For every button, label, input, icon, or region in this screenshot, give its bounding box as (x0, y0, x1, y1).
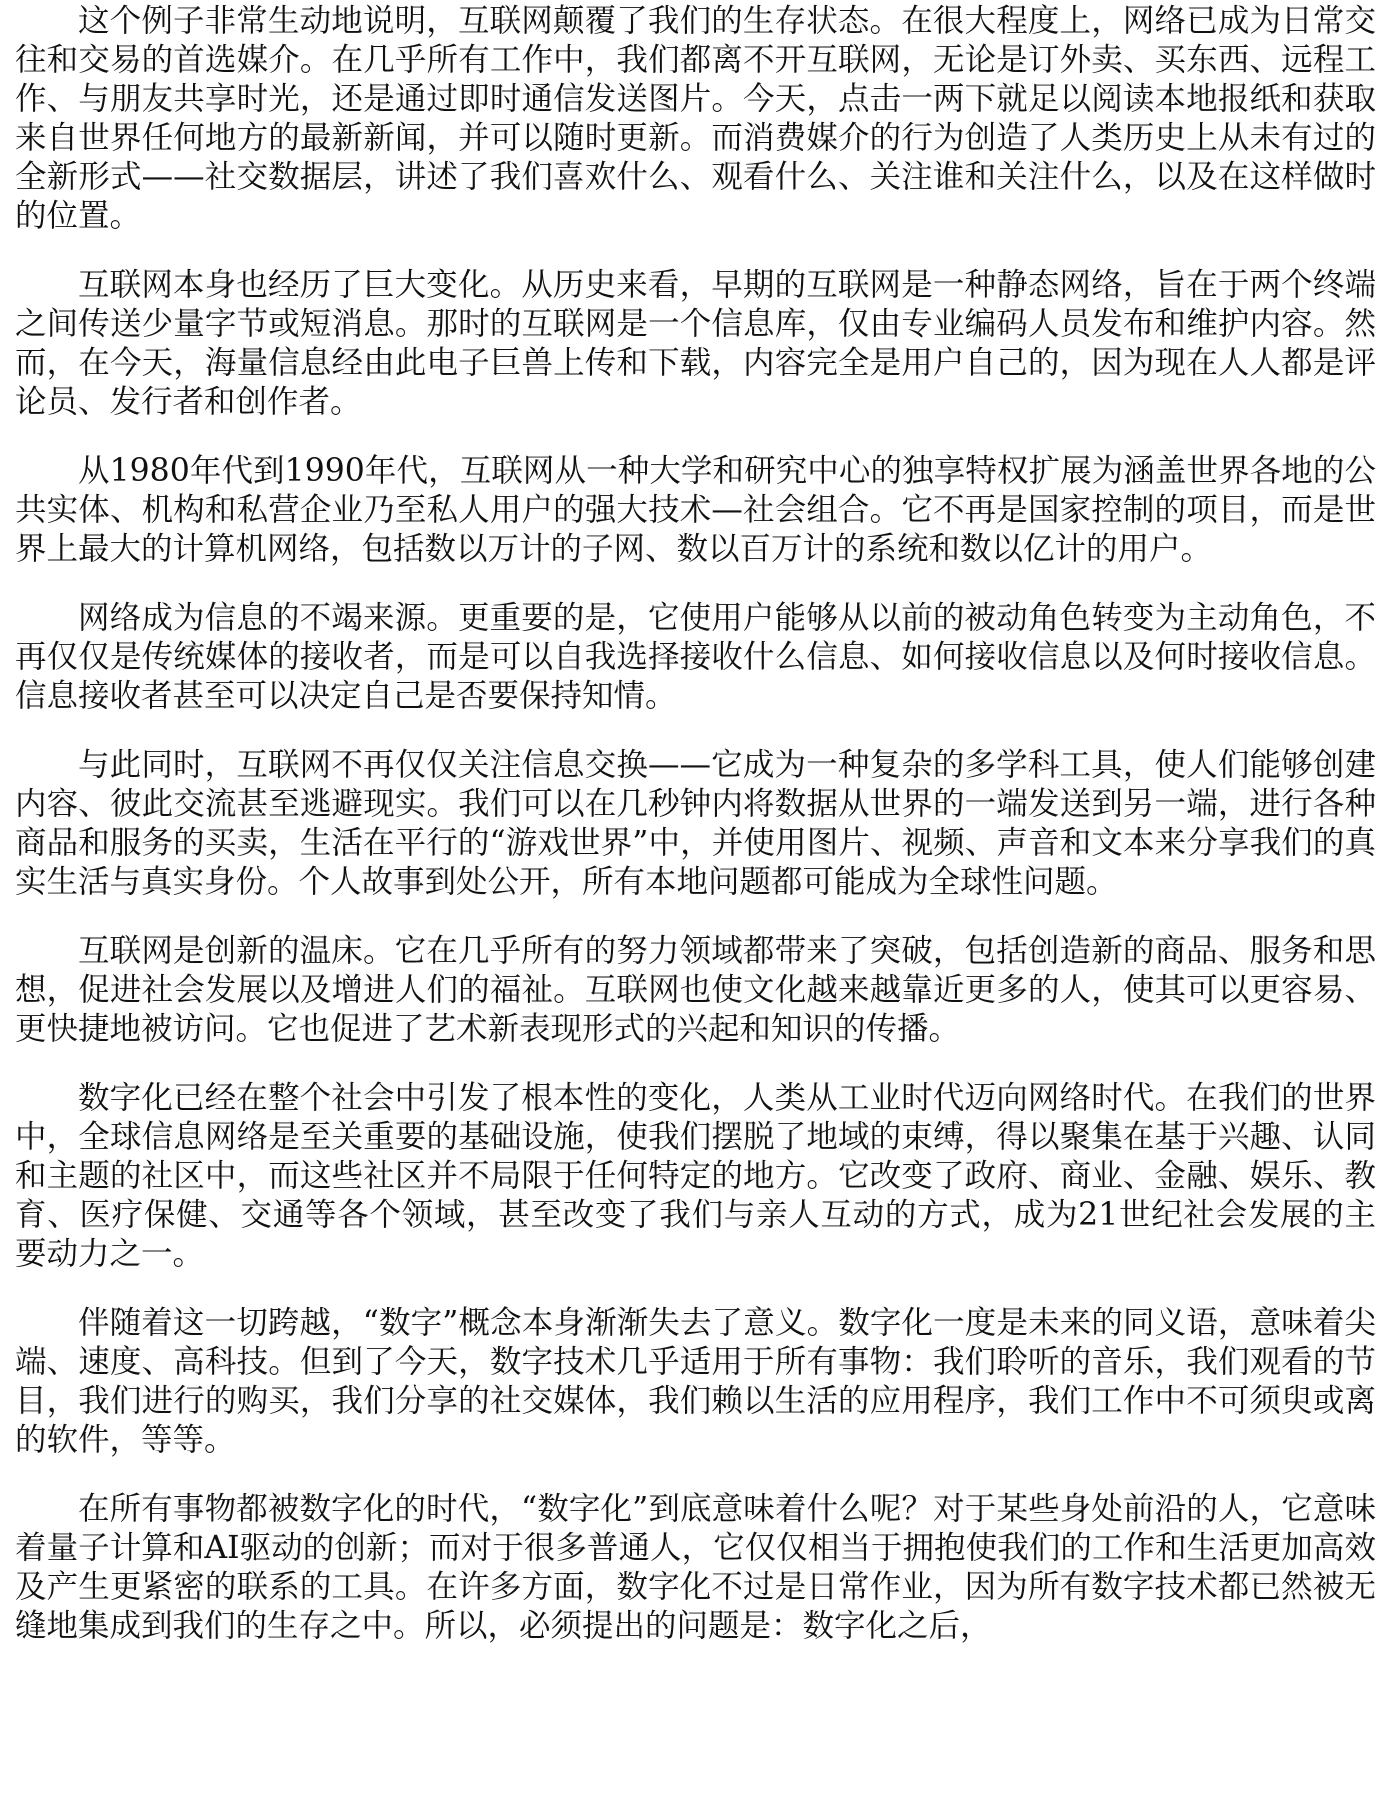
paragraph-9: 在所有事物都被数字化的时代，“数字化”到底意味着什么呢？对于某些身处前沿的人，它意味着量子计算和AI驱动的创新；而对于很多普通人，它仅仅相当于拥抱使我们的工作和生活更加高效及产生更紧密的联系的工具。在许多方面，数字化不过是日常作业，因为所有数字技术都已然被无缝地集成到我们的生存之中。所以，必须提出的问题是：数字化之后， (15, 1491, 1376, 1644)
paragraph-4: 网络成为信息的不竭来源。更重要的是，它使用户能够从以前的被动角色转变为主动角色，不再仅仅是传统媒体的接收者，而是可以自我选择接收什么信息、如何接收信息以及何时接收信息。信息接收者甚至可以决定自己是否要保持知情。 (15, 600, 1376, 714)
paragraph-8: 伴随着这一切跨越，“数字”概念本身渐渐失去了意义。数字化一度是未来的同义语，意味着尖端、速度、高科技。但到了今天，数字技术几乎适用于所有事物：我们聆听的音乐，我们观看的节目，我们进行的购买，我们分享的社交媒体，我们赖以生活的应用程序，我们工作中不可须臾或离的软件，等等。 (15, 1305, 1376, 1458)
paragraph-2: 互联网本身也经历了巨大变化。从历史来看，早期的互联网是一种静态网络，旨在于两个终端之间传送少量字节或短消息。那时的互联网是一个信息库，仅由专业编码人员发布和维护内容。然而，在今天，海量信息经由此电子巨兽上传和下载，内容完全是用户自己的，因为现在人人都是评论员、发行者和创作者。 (15, 267, 1376, 420)
paragraph-3: 从1980年代到1990年代，互联网从一种大学和研究中心的独享特权扩展为涵盖世界各地的公共实体、机构和私营企业乃至私人用户的强大技术—社会组合。它不再是国家控制的项目，而是世界上最大的计算机网络，包括数以万计的子网、数以百万计的系统和数以亿计的用户。 (15, 453, 1376, 567)
paragraph-1: 这个例子非常生动地说明，互联网颠覆了我们的生存状态。在很大程度上，网络已成为日常交往和交易的首选媒介。在几乎所有工作中，我们都离不开互联网，无论是订外卖、买东西、远程工作、与朋友共享时光，还是通过即时通信发送图片。今天，点击一两下就足以阅读本地报纸和获取来自世界任何地方的最新新闻，并可以随时更新。而消费媒介的行为创造了人类历史上从未有过的全新形式——社交数据层，讲述了我们喜欢什么、观看什么、关注谁和关注什么，以及在这样做时的位置。 (15, 3, 1376, 234)
paragraph-7: 数字化已经在整个社会中引发了根本性的变化，人类从工业时代迈向网络时代。在我们的世界中，全球信息网络是至关重要的基础设施，使我们摆脱了地域的束缚，得以聚集在基于兴趣、认同和主题的社区中，而这些社区并不局限于任何特定的地方。它改变了政府、商业、金融、娱乐、教育、医疗保健、交通等各个领域，甚至改变了我们与亲人互动的方式，成为21世纪社会发展的主要动力之一。 (15, 1080, 1376, 1272)
paragraph-5: 与此同时，互联网不再仅仅关注信息交换——它成为一种复杂的多学科工具，使人们能够创建内容、彼此交流甚至逃避现实。我们可以在几秒钟内将数据从世界的一端发送到另一端，进行各种商品和服务的买卖，生活在平行的“游戏世界”中，并使用图片、视频、声音和文本来分享我们的真实生活与真实身份。个人故事到处公开，所有本地问题都可能成为全球性问题。 (15, 747, 1376, 900)
paragraph-6: 互联网是创新的温床。它在几乎所有的努力领域都带来了突破，包括创造新的商品、服务和思想，促进社会发展以及增进人们的福祉。互联网也使文化越来越靠近更多的人，使其可以更容易、更快捷地被访问。它也促进了艺术新表现形式的兴起和知识的传播。 (15, 933, 1376, 1047)
